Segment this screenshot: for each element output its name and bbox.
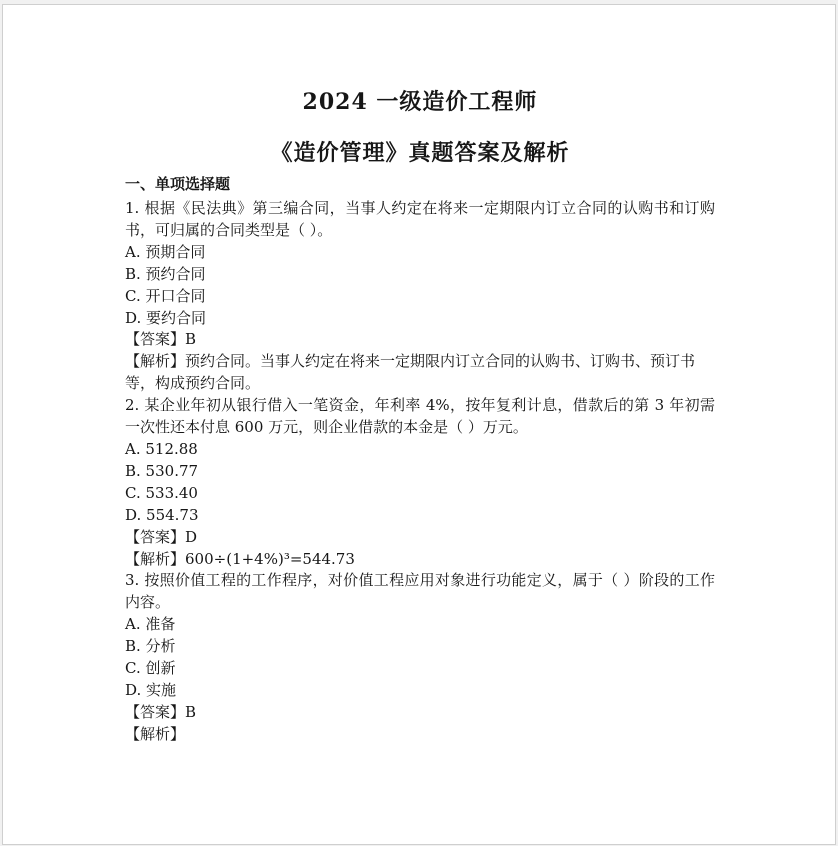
option-c: C. 533.40 — [125, 483, 198, 502]
question-stem: 3. 按照价值工程的工作程序，对价值工程应用对象进行功能定义，属于（ ）阶段的工作内容。 — [125, 571, 715, 612]
option-c: C. 开口合同 — [125, 286, 206, 305]
analysis-text: 预约合同。当事人约定在将来一定期限内订立合同的认购书、订购书、预订书等，构成预约合同。 — [125, 352, 696, 393]
option-d: D. 554.73 — [125, 505, 199, 524]
option-c: C. 创新 — [125, 659, 176, 678]
document-title-line2: 《造价管理》真题答案及解析 — [270, 140, 570, 166]
analysis-label: 【解析】 — [125, 352, 186, 371]
question-stem: 1. 根据《民法典》第三编合同，当事人约定在将来一定期限内订立合同的认购书和订购书，可归属的合同类型是（ ）。 — [125, 199, 715, 239]
answer-line — [125, 527, 715, 549]
analysis-line — [125, 724, 715, 746]
answer-label: 【答案】 — [125, 527, 186, 546]
option-d: D. 要约合同 — [125, 308, 207, 327]
document-page — [2, 4, 836, 845]
answer-value: B — [185, 330, 197, 349]
option-a: A. 预期合同 — [125, 242, 206, 261]
answer-value: D — [185, 527, 198, 546]
analysis-label: 【解析】 — [125, 549, 186, 568]
option-b: B. 预约合同 — [125, 264, 206, 283]
section-heading: 一、单项选择题 — [125, 175, 231, 193]
answer-label: 【答案】 — [125, 702, 186, 721]
answer-line — [125, 702, 715, 724]
page-content — [3, 5, 835, 746]
analysis-text: 600÷(1+4%)³=544.73 — [185, 549, 355, 568]
questions-area — [125, 198, 715, 746]
question-block-1 — [125, 198, 715, 395]
document-title-line1: 2024 一级造价工程师 — [302, 89, 538, 115]
option-a: A. 512.88 — [125, 439, 198, 458]
option-a: A. 准备 — [125, 615, 176, 634]
question-block-3 — [125, 570, 715, 745]
question-block-2 — [125, 395, 715, 570]
question-stem: 2. 某企业年初从银行借入一笔资金，年利率 4%，按年复利计息，借款后的第 3 年初需一次性还本付息 600 万元，则企业借款的本金是（ ）万元。 — [125, 396, 715, 437]
analysis-label: 【解析】 — [125, 724, 186, 743]
answer-value: B — [185, 702, 197, 721]
option-d: D. 实施 — [125, 680, 177, 699]
option-b: B. 分析 — [125, 637, 176, 656]
analysis-line — [125, 351, 715, 395]
option-b: B. 530.77 — [125, 461, 199, 480]
analysis-line — [125, 549, 715, 571]
answer-line — [125, 329, 715, 351]
answer-label: 【答案】 — [125, 330, 186, 349]
